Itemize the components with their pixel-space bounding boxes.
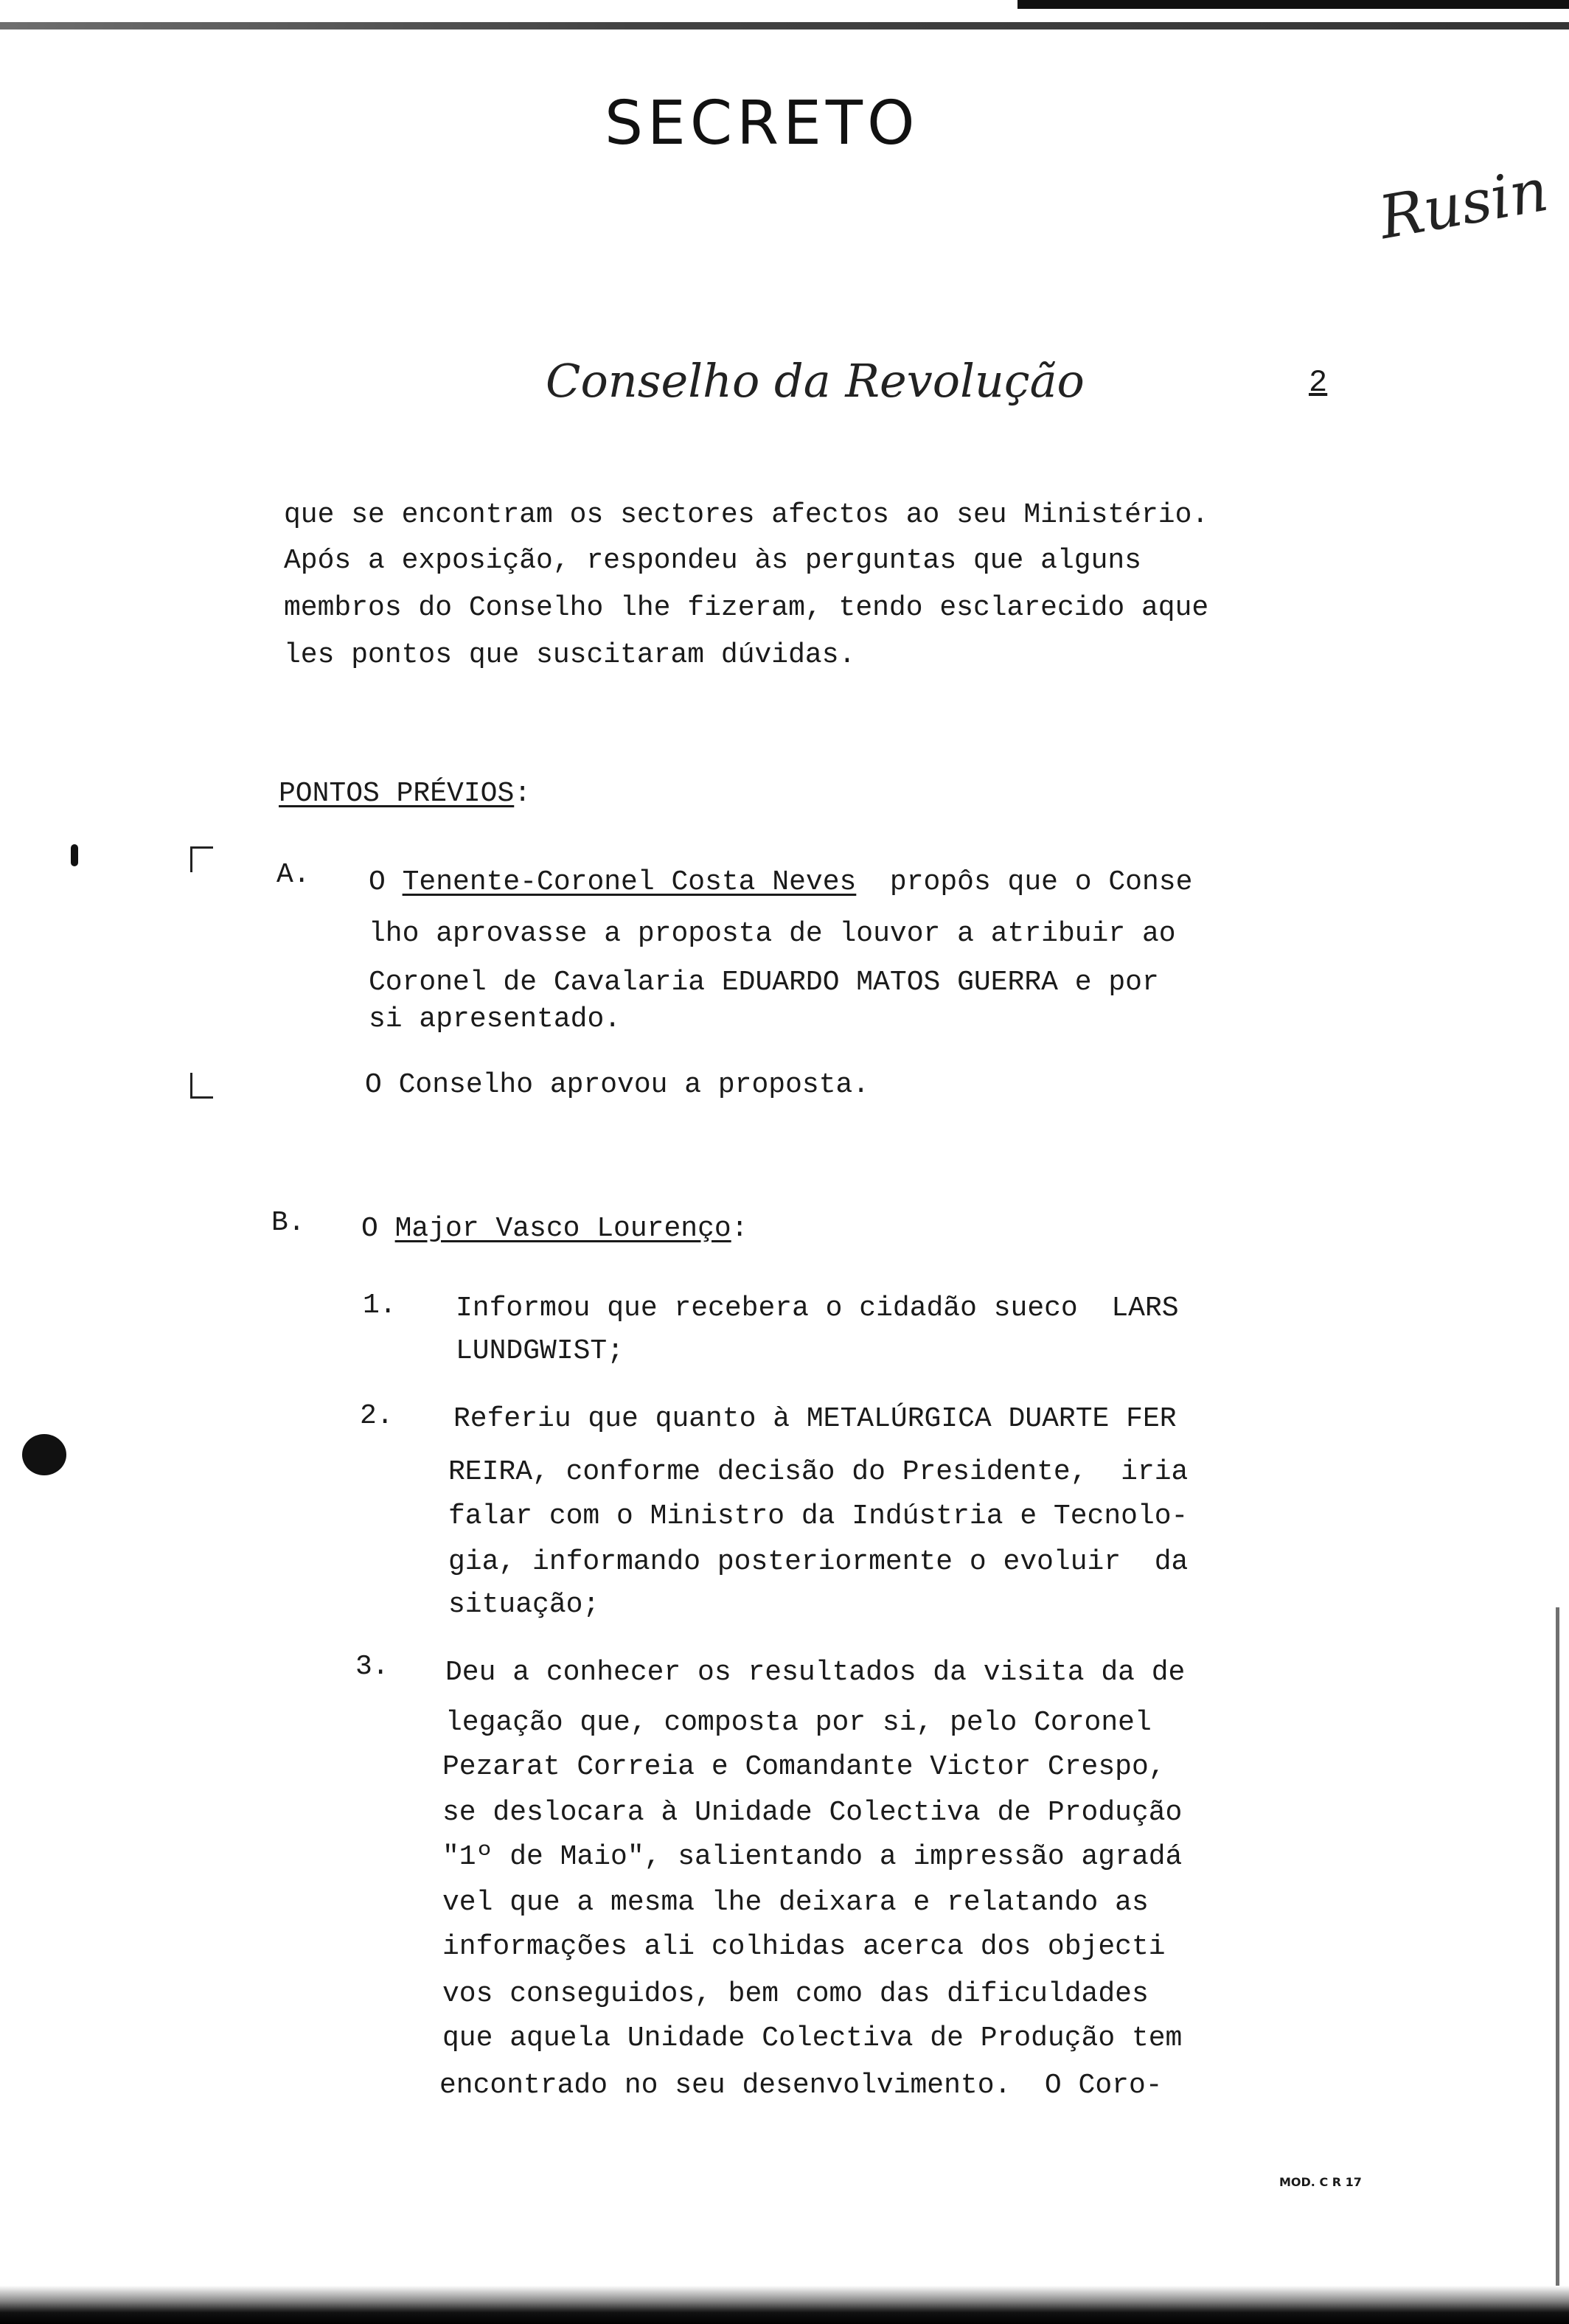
item-a-line: si apresentado. (369, 1003, 622, 1035)
intro-line: Após a exposição, respondeu às perguntas que alguns (284, 545, 1141, 577)
item-a-decision: O Conselho aprovou a proposta. (365, 1069, 870, 1101)
item-b-label: B. (271, 1207, 305, 1239)
subitem-line: Informou que recebera o cidadão sueco LARS (456, 1293, 1179, 1324)
item-a-prefix: O (369, 866, 403, 898)
scan-edge-top (0, 22, 1569, 29)
subitem-line: Pezarat Correia e Comandante Victor Crespo, (442, 1751, 1166, 1783)
subitem-line: legação que, composta por si, pelo Coronel (445, 1707, 1152, 1739)
intro-line: que se encontram os sectores afectos ao seu Ministério. (284, 499, 1209, 531)
subitem-line: informações ali colhidas acerca dos objecti (442, 1931, 1166, 1963)
punch-hole (22, 1434, 66, 1475)
scan-edge-top-right (1017, 0, 1569, 9)
subitem-line: encontrado no seu desenvolvimento. O Coro- (439, 2070, 1163, 2101)
section-heading (279, 780, 531, 808)
subitem-line: gia, informando posteriormente o evoluir da (448, 1546, 1189, 1578)
subitem-line: Deu a conhecer os resultados da visita da de (445, 1657, 1186, 1688)
subitem-line: vel que a mesma lhe deixara e relatando as (442, 1887, 1149, 1918)
subitem-line: REIRA, conforme decisão do Presidente, iria (448, 1456, 1189, 1488)
item-b-subject: Major Vasco Lourenço (394, 1213, 731, 1245)
item-a-line: lho aprovasse a proposta de louvor a atribuir ao (369, 918, 1176, 950)
handwritten-signature: Rusin (1374, 155, 1554, 253)
section-heading-colon: : (514, 778, 532, 810)
subitem-line: se deslocara à Unidade Colectiva de Produção (442, 1797, 1183, 1829)
page-number: 2 (1309, 365, 1328, 400)
item-a-line: Coronel de Cavalaria EDUARDO MATOS GUERRA e por (369, 967, 1159, 998)
punch-hole-small (71, 844, 78, 866)
item-b-line (361, 1215, 748, 1243)
section-heading-text: PONTOS PRÉVIOS (279, 778, 515, 810)
intro-line: membros do Conselho lhe fizeram, tendo esclarecido aque (284, 592, 1209, 624)
subitem-number: 2. (360, 1400, 394, 1432)
subitem-line: situação; (448, 1589, 600, 1621)
subitem-line: "1º de Maio", salientando a impressão agradá (442, 1841, 1183, 1873)
item-a-line1-rest: propôs que o Conse (856, 866, 1193, 898)
letterhead: Conselho da Revolução (546, 354, 1085, 408)
margin-bracket-top (190, 846, 213, 872)
margin-bracket-bottom (190, 1073, 213, 1099)
scan-edge-right (1556, 1607, 1559, 2286)
subitem-line: que aquela Unidade Colectiva de Produção tem (442, 2022, 1183, 2054)
item-b-suffix: : (731, 1213, 748, 1245)
subitem-line: LUNDGWIST; (456, 1335, 625, 1367)
subitem-line: falar com o Ministro da Indústria e Tecnolo- (448, 1500, 1189, 1532)
subitem-number: 3. (355, 1651, 389, 1683)
subitem-number: 1. (363, 1290, 397, 1321)
form-code: MOD. C R 17 (1279, 2175, 1362, 2189)
item-a-label: A. (276, 859, 310, 891)
item-a-subject: Tenente-Coronel Costa Neves (402, 866, 857, 898)
classification-stamp: SECRETO (605, 88, 919, 159)
scan-edge-bottom (0, 2286, 1569, 2324)
item-a-line (369, 866, 1193, 898)
item-b-prefix: O (361, 1213, 395, 1245)
subitem-line: Referiu que quanto à METALÚRGICA DUARTE FER (453, 1403, 1177, 1435)
subitem-line: vos conseguidos, bem como das dificuldades (442, 1978, 1149, 2010)
intro-line: les pontos que suscitaram dúvidas. (284, 639, 856, 671)
